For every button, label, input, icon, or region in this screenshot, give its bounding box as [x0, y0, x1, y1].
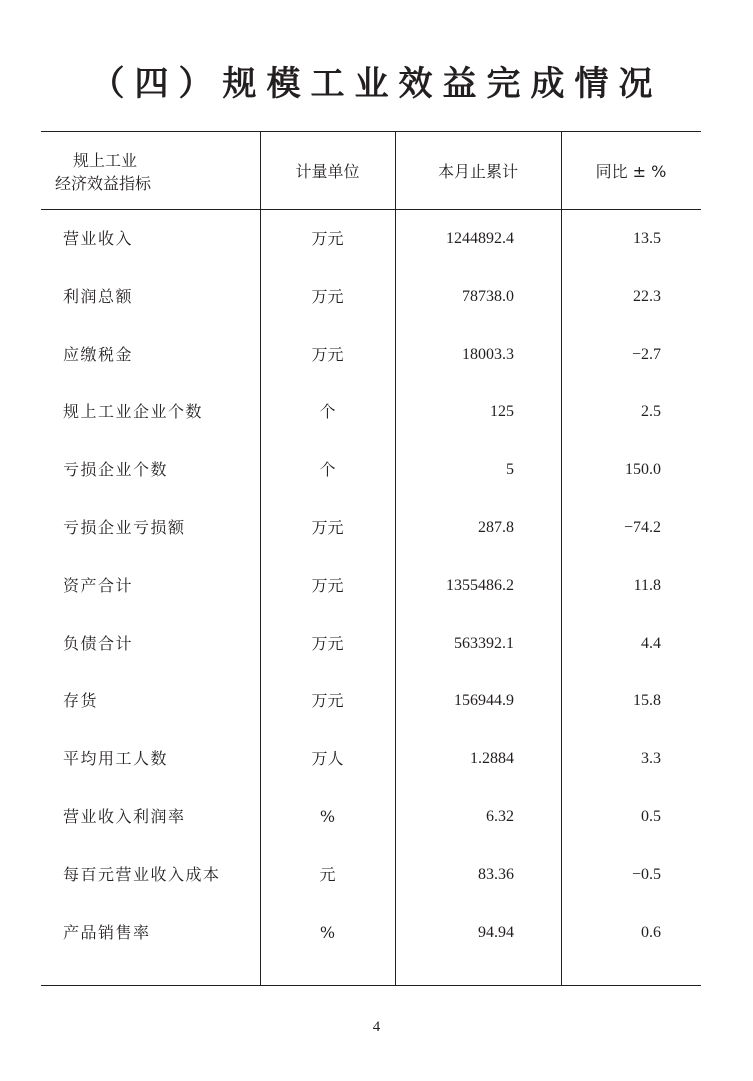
indicator-cell: 亏损企业亏损额: [63, 517, 186, 537]
yoy-cell: 15.8: [633, 692, 661, 710]
indicator-cell: 亏损企业个数: [63, 460, 169, 480]
page-title: （四）规模工业效益完成情况: [90, 64, 663, 104]
yoy-cell: 0.6: [641, 923, 661, 941]
table-row: [41, 730, 701, 788]
yoy-cell: 13.5: [633, 230, 661, 247]
yoy-cell: 2.5: [641, 403, 661, 421]
cumulative-cell: 94.94: [478, 923, 514, 941]
yoy-cell: 0.5: [641, 807, 661, 825]
table-row: [41, 904, 701, 962]
table-row: [41, 788, 701, 846]
yoy-cell: −0.5: [631, 865, 661, 883]
unit-cell: %: [319, 806, 336, 826]
table-row: [41, 441, 701, 499]
indicator-cell: 平均用工人数: [63, 749, 169, 769]
yoy-cell: −74.2: [623, 518, 661, 536]
unit-cell: 元: [319, 864, 336, 884]
unit-cell: 万元: [311, 633, 344, 653]
cumulative-cell: 18003.3: [462, 345, 514, 363]
cumulative-cell: 125: [490, 403, 514, 421]
table-body: [41, 210, 701, 961]
indicator-cell: 存货: [63, 691, 99, 711]
header-indicator: [55, 149, 255, 195]
yoy-cell: 11.8: [633, 576, 661, 594]
cumulative-cell: 1.2884: [470, 750, 514, 768]
unit-cell: 万人: [311, 749, 344, 769]
unit-cell: 万元: [311, 517, 344, 537]
cumulative-cell: 6.32: [486, 807, 514, 825]
indicator-cell: 规上工业企业个数: [63, 402, 204, 422]
table-row: [41, 672, 701, 730]
header-indicator-line2: 经济效益指标: [55, 174, 152, 193]
indicator-cell: 利润总额: [63, 286, 134, 306]
cumulative-cell: 5: [506, 461, 514, 479]
unit-cell: 个: [319, 402, 336, 422]
efficiency-table: [41, 131, 701, 986]
indicator-cell: 负债合计: [63, 633, 134, 653]
unit-cell: 万元: [311, 229, 344, 248]
table-row: [41, 383, 701, 441]
table-row: [41, 846, 701, 904]
header-cumulative: 本月止累计: [437, 162, 518, 181]
yoy-cell: 150.0: [625, 461, 661, 479]
indicator-cell: 每百元营业收入成本: [63, 864, 221, 884]
cumulative-cell: 78738.0: [462, 287, 514, 305]
table-row: [41, 326, 701, 384]
yoy-cell: 22.3: [633, 287, 661, 305]
yoy-cell: 3.3: [641, 750, 661, 768]
yoy-cell: 4.4: [641, 634, 661, 652]
page-number: 4: [372, 1019, 381, 1035]
table-row: [41, 615, 701, 673]
table-row: [41, 268, 701, 326]
unit-cell: 万元: [311, 344, 344, 364]
indicator-cell: 产品销售率: [63, 922, 151, 942]
unit-cell: 万元: [311, 575, 344, 595]
unit-cell: 万元: [311, 691, 344, 711]
unit-cell: 个: [319, 460, 336, 480]
indicator-cell: 营业收入: [63, 229, 134, 248]
cumulative-cell: 1244892.4: [446, 230, 514, 247]
yoy-cell: −2.7: [631, 345, 661, 363]
unit-cell: %: [319, 922, 336, 942]
cumulative-cell: 83.36: [478, 865, 514, 883]
table-row: [41, 499, 701, 557]
indicator-cell: 营业收入利润率: [63, 806, 186, 826]
header-unit: 计量单位: [295, 162, 360, 181]
cumulative-cell: 563392.1: [454, 634, 514, 652]
cumulative-cell: 156944.9: [454, 692, 514, 710]
header-yoy: 同比 ± %: [595, 162, 667, 181]
unit-cell: 万元: [311, 286, 344, 306]
header-indicator-line1: 规上工业: [73, 151, 138, 170]
cumulative-cell: 287.8: [478, 518, 514, 536]
table-row: [41, 210, 701, 268]
indicator-cell: 资产合计: [63, 575, 134, 595]
indicator-cell: 应缴税金: [63, 344, 134, 364]
cumulative-cell: 1355486.2: [446, 576, 514, 594]
table-row: [41, 557, 701, 615]
